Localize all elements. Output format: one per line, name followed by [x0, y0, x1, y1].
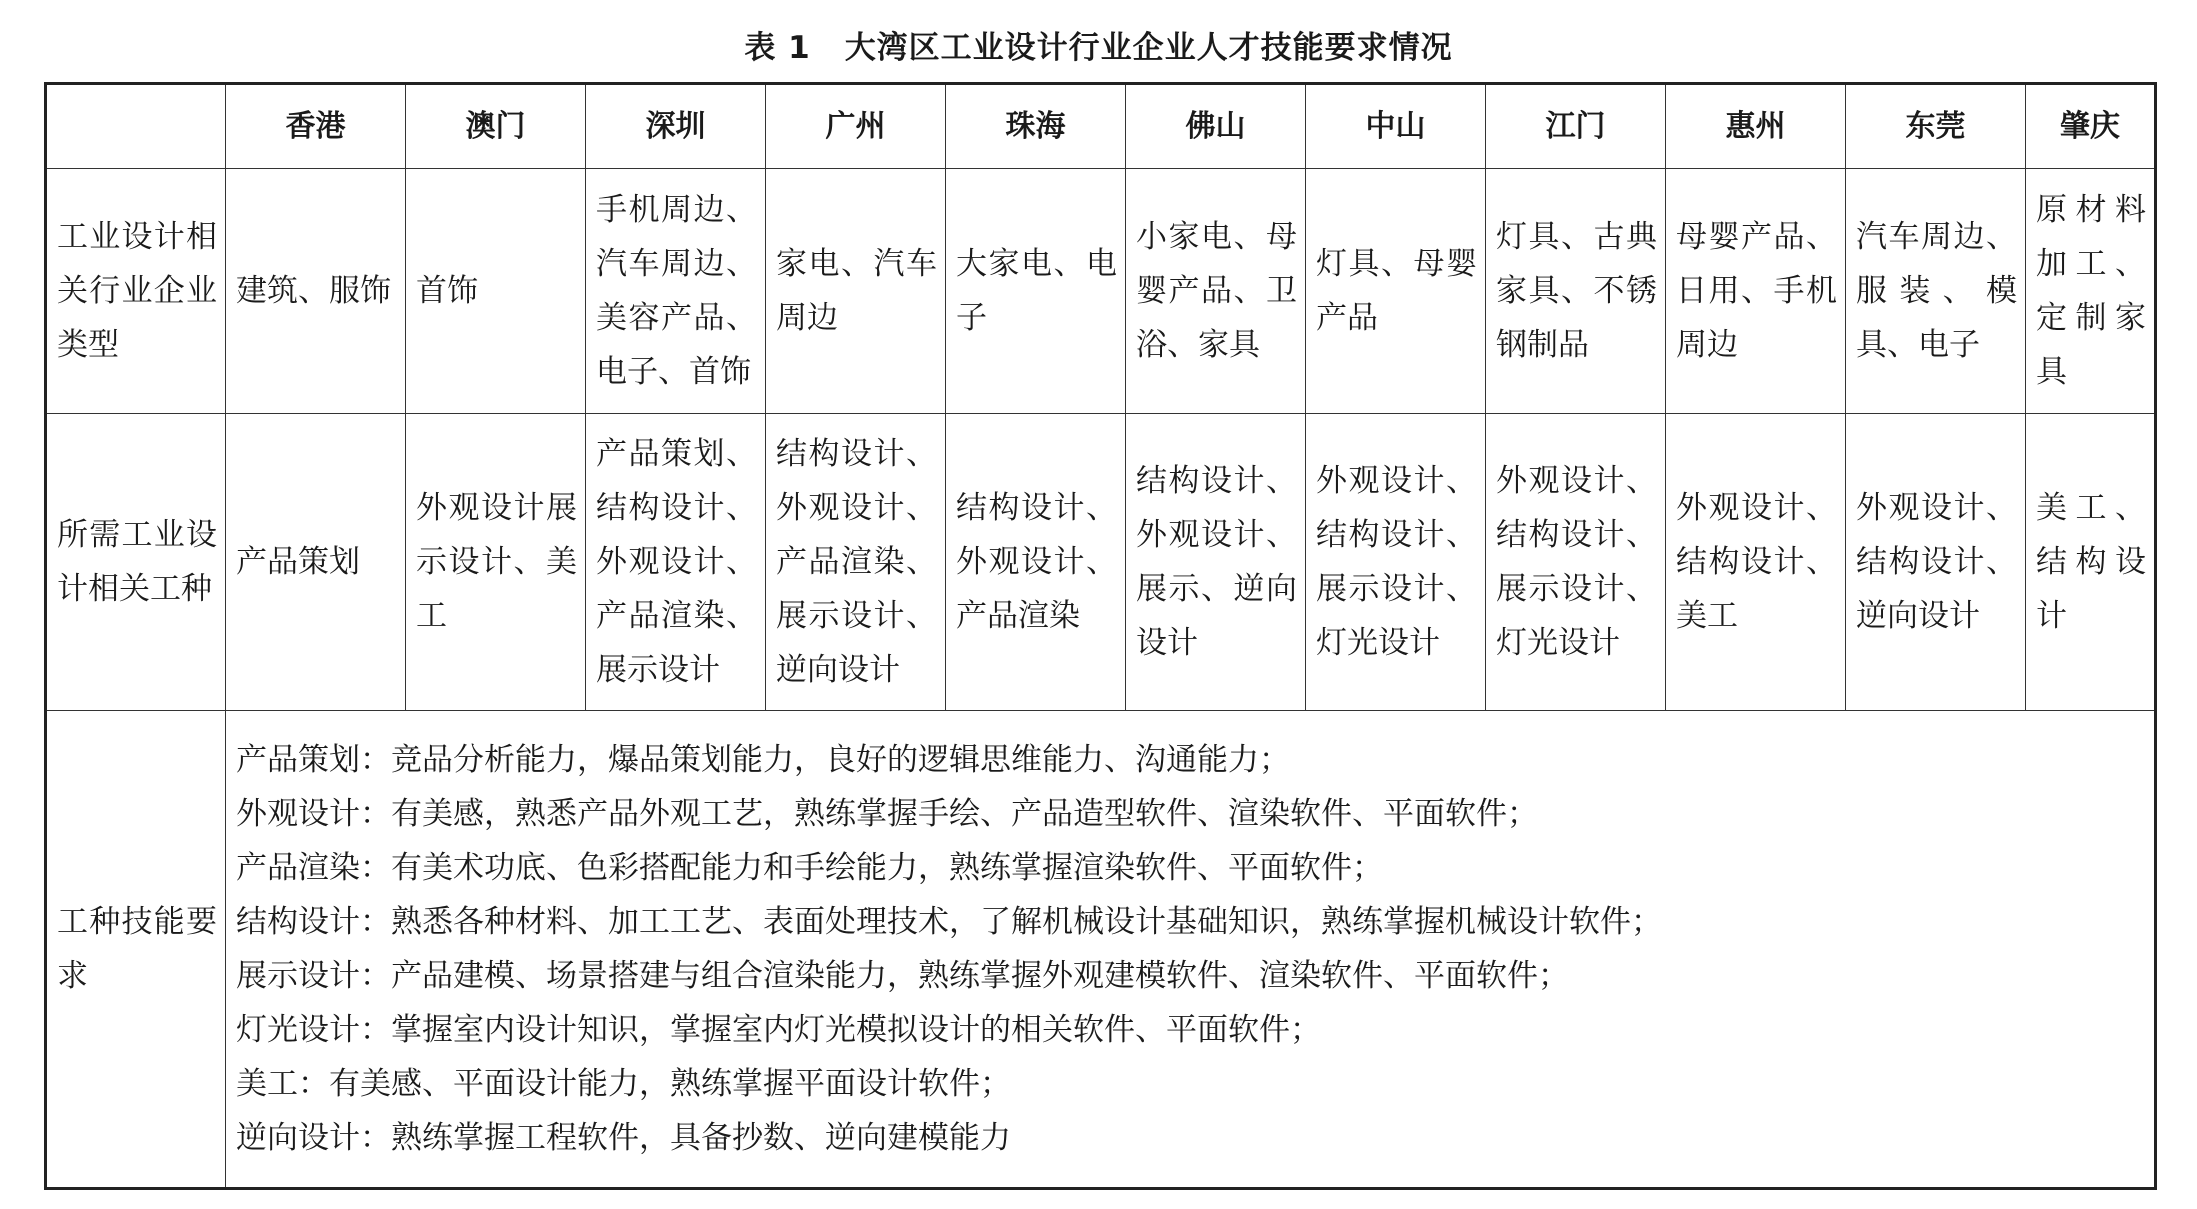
table-cell: 产品策划、结构设计、外观设计、产品渲染、展示设计: [586, 414, 766, 711]
table-row-job-types: [46, 414, 2156, 711]
column-header: 珠海: [946, 84, 1126, 169]
column-header: 广州: [766, 84, 946, 169]
table-cell: 大家电、电子: [946, 169, 1126, 414]
table-number: 表 1: [744, 30, 811, 66]
table-cell: 建筑、服饰: [226, 169, 406, 414]
table-cell: 外观设计、结构设计、逆向设计: [1846, 414, 2026, 711]
table-cell: 灯具、古典家具、不锈钢制品: [1486, 169, 1666, 414]
skill-line: 灯光设计：掌握室内设计知识，掌握室内灯光模拟设计的相关软件、平面软件；: [236, 1012, 1321, 1048]
table-row-skill-requirements: [46, 711, 2156, 1189]
row-header: 工种技能要求: [46, 711, 226, 1189]
corner-cell: [46, 84, 226, 169]
table-cell: 外观设计、结构设计、美工: [1666, 414, 1846, 711]
table-cell: 美工、结构设计: [2026, 414, 2156, 711]
table-row-industry-types: [46, 169, 2156, 414]
table-title: 大湾区工业设计行业企业人才技能要求情况: [844, 30, 1453, 66]
column-header: 肇庆: [2026, 84, 2156, 169]
table-cell: 手机周边、汽车周边、美容产品、电子、首饰: [586, 169, 766, 414]
skill-line: 产品策划：竞品分析能力，爆品策划能力，良好的逻辑思维能力、沟通能力；: [236, 742, 1290, 778]
column-header: 惠州: [1666, 84, 1846, 169]
column-header: 东莞: [1846, 84, 2026, 169]
talent-skills-table: [44, 82, 2157, 1190]
column-header: 佛山: [1126, 84, 1306, 169]
table-cell: 家电、汽车周边: [766, 169, 946, 414]
skills-cell: [226, 711, 2156, 1189]
table-cell: 首饰: [406, 169, 586, 414]
table-cell: 结构设计、外观设计、产品渲染、展示设计、逆向设计: [766, 414, 946, 711]
skill-line: 展示设计：产品建模、场景搭建与组合渲染能力，熟练掌握外观建模软件、渲染软件、平面软件；: [236, 958, 1569, 994]
table-cell: 灯具、母婴产品: [1306, 169, 1486, 414]
table-cell: 外观设计、结构设计、展示设计、灯光设计: [1306, 414, 1486, 711]
table-cell: 产品策划: [226, 414, 406, 711]
table-cell: 汽车周边、服装、模具、电子: [1846, 169, 2026, 414]
skill-line: 美工：有美感、平面设计能力，熟练掌握平面设计软件；: [236, 1066, 1011, 1102]
table-cell: 母婴产品、日用、手机周边: [1666, 169, 1846, 414]
column-header: 香港: [226, 84, 406, 169]
row-header: 工业设计相关行业企业类型: [46, 169, 226, 414]
skill-line: 产品渲染：有美术功底、色彩搭配能力和手绘能力，熟练掌握渲染软件、平面软件；: [236, 850, 1383, 886]
table-cell: 结构设计、外观设计、产品渲染: [946, 414, 1126, 711]
table-cell: 原材料加工、定制家具: [2026, 169, 2156, 414]
skill-line: 外观设计：有美感，熟悉产品外观工艺，熟练掌握手绘、产品造型软件、渲染软件、平面软件；: [236, 796, 1538, 832]
column-header: 澳门: [406, 84, 586, 169]
column-header: 深圳: [586, 84, 766, 169]
table-cell: 外观设计、结构设计、展示设计、灯光设计: [1486, 414, 1666, 711]
table-cell: 小家电、母婴产品、卫浴、家具: [1126, 169, 1306, 414]
table-caption: [0, 22, 2197, 67]
column-header: 江门: [1486, 84, 1666, 169]
table-cell: 结构设计、外观设计、展示、逆向设计: [1126, 414, 1306, 711]
skill-line: 结构设计：熟悉各种材料、加工工艺、表面处理技术，了解机械设计基础知识，熟练掌握机械设计软件；: [236, 904, 1662, 940]
row-header: 所需工业设计相关工种: [46, 414, 226, 711]
table-cell: 外观设计展示设计、美工: [406, 414, 586, 711]
skill-line: 逆向设计：熟练掌握工程软件，具备抄数、逆向建模能力: [236, 1120, 1011, 1156]
column-header: 中山: [1306, 84, 1486, 169]
header-row: [46, 84, 2156, 169]
